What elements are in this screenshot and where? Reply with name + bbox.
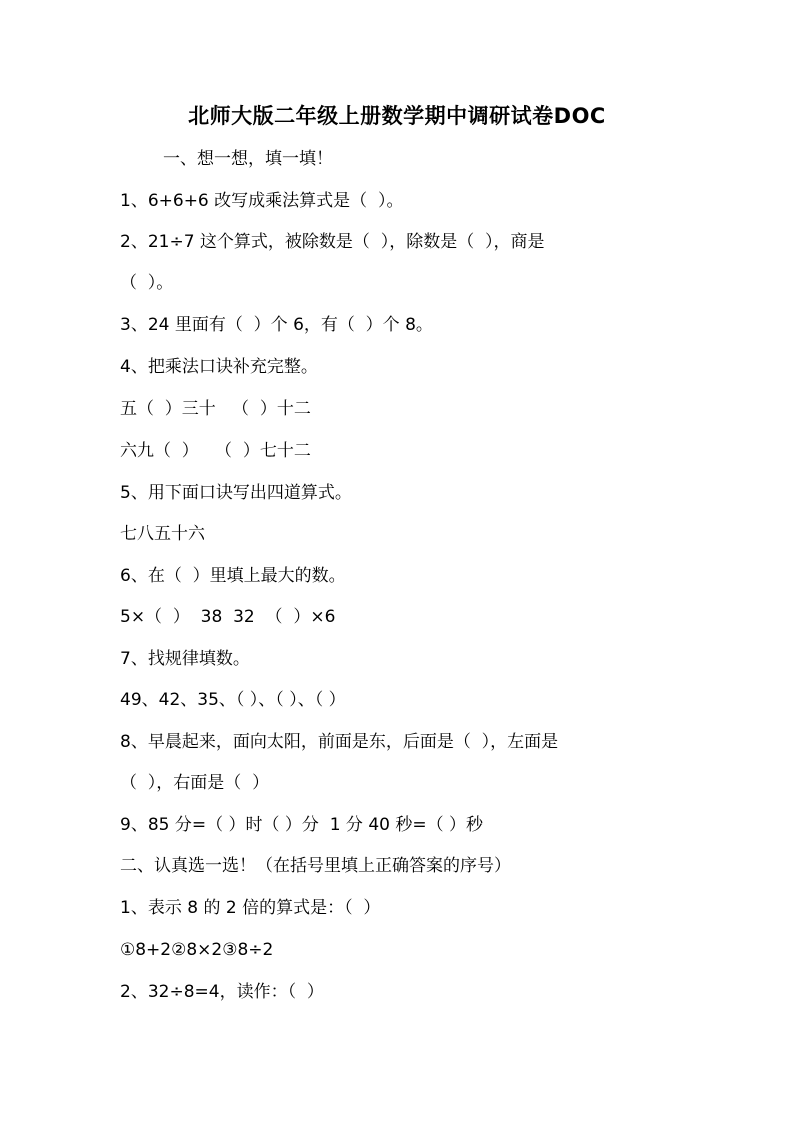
question-6-items: 5×（ ） 38 32 （ ）×6 <box>120 607 336 627</box>
question-4-row-2: 六九（ ） （ ）七十二 <box>120 441 311 461</box>
question-6: 6、在（ ）里填上最大的数。 <box>120 566 346 586</box>
question-3: 3、24 里面有（ ）个 6，有（ ）个 8。 <box>120 315 433 335</box>
question-9: 9、85 分=（ ）时（ ）分 1 分 40 秒=（ ）秒 <box>120 815 484 835</box>
choice-question-1-options: ①8+2②8×2③8÷2 <box>120 940 274 960</box>
question-4: 4、把乘法口诀补充完整。 <box>120 357 318 377</box>
question-5: 5、用下面口诀写出四道算式。 <box>120 483 352 503</box>
section-heading-fill-blanks: 一、想一想，填一填！ <box>163 149 333 169</box>
question-7: 7、找规律填数。 <box>120 649 250 669</box>
section-heading-choose: 二、认真选一选！（在括号里填上正确答案的序号） <box>120 856 511 876</box>
choice-question-2: 2、32÷8=4，读作：（ ） <box>120 982 324 1002</box>
question-1: 1、6+6+6 改写成乘法算式是（ ）。 <box>120 191 404 211</box>
question-2-continued: （ ）。 <box>120 273 174 293</box>
question-2: 2、21÷7 这个算式，被除数是（ ），除数是（ ），商是 <box>120 232 545 252</box>
question-8-continued: （ ），右面是（ ） <box>120 773 270 793</box>
document-title: 北师大版二年级上册数学期中调研试卷DOC <box>188 104 606 128</box>
question-8: 8、早晨起来，面向太阳，前面是东，后面是（ ），左面是 <box>120 732 559 752</box>
question-5-rhyme: 七八五十六 <box>120 524 205 544</box>
question-7-sequence: 49、42、35、（ ）、（ ）、（ ） <box>120 690 346 710</box>
question-4-row-1: 五（ ）三十 （ ）十二 <box>120 399 311 419</box>
choice-question-1: 1、表示 8 的 2 倍的算式是：（ ） <box>120 898 381 918</box>
